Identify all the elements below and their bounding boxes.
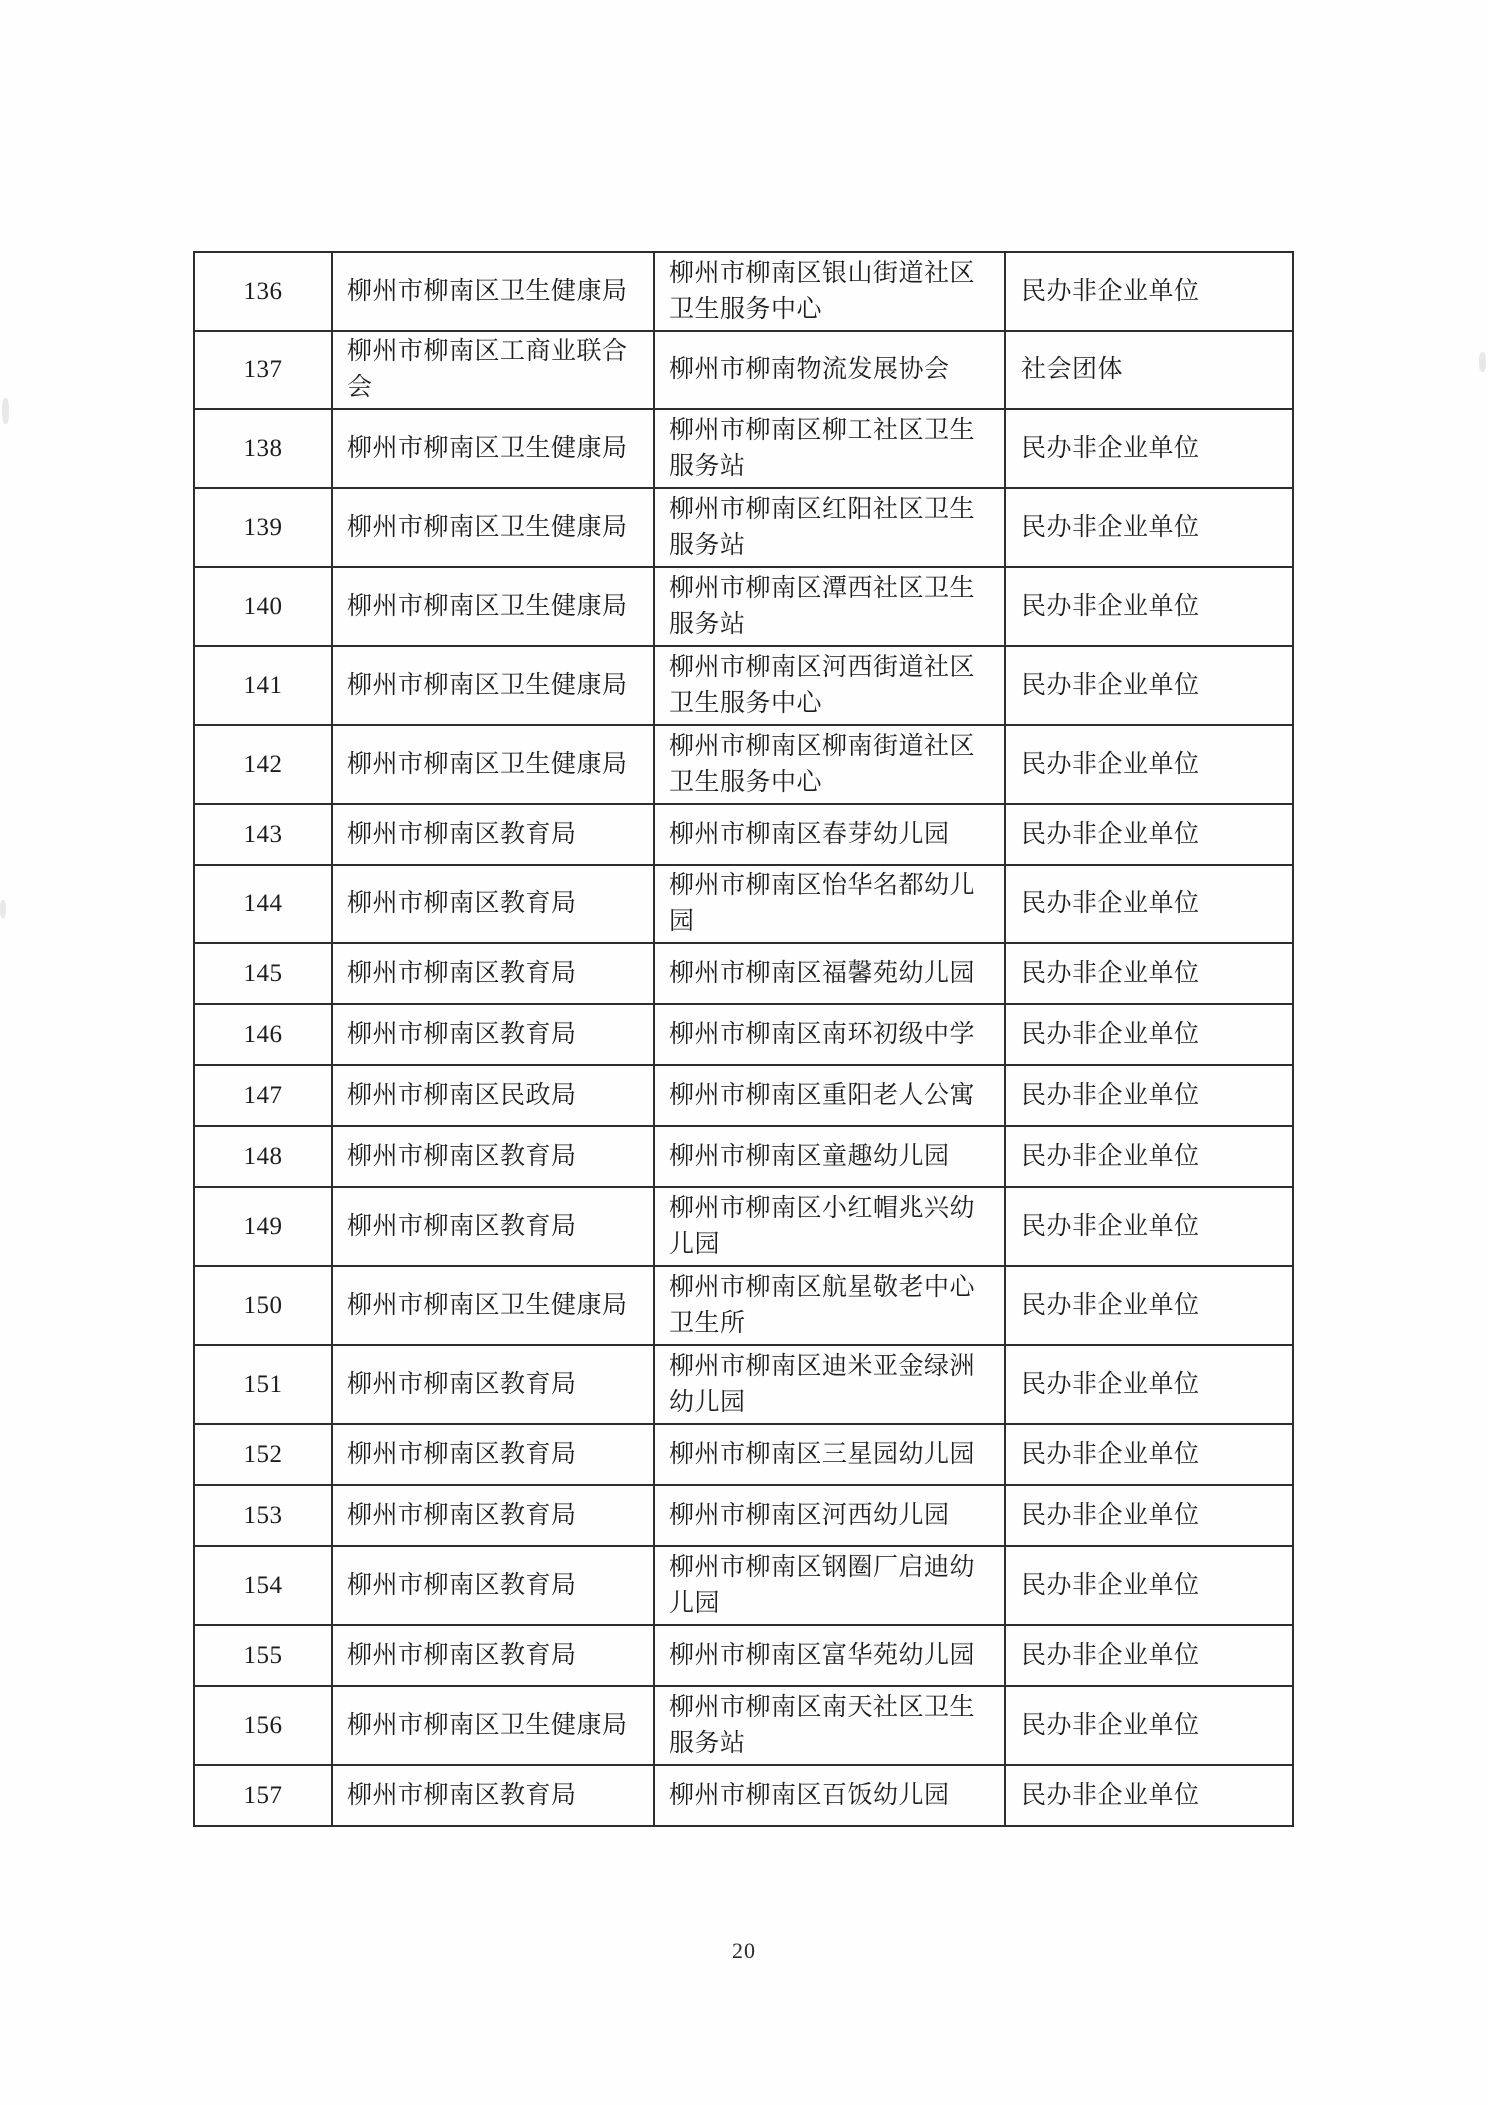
cell-seq: 151 xyxy=(194,1345,332,1424)
cell-seq: 144 xyxy=(194,865,332,943)
table-row xyxy=(194,1004,1293,1065)
cell-supervisor: 柳州市柳南区卫生健康局 xyxy=(332,567,654,646)
cell-type: 民办非企业单位 xyxy=(1005,725,1293,804)
cell-name: 柳州市柳南区潭西社区卫生服务站 xyxy=(654,567,1005,646)
cell-name: 柳州市柳南区钢圈厂启迪幼儿园 xyxy=(654,1546,1005,1625)
table-row xyxy=(194,1546,1293,1625)
cell-seq: 136 xyxy=(194,252,332,331)
cell-supervisor: 柳州市柳南区工商业联合会 xyxy=(332,331,654,409)
cell-supervisor: 柳州市柳南区教育局 xyxy=(332,865,654,943)
cell-supervisor: 柳州市柳南区卫生健康局 xyxy=(332,488,654,567)
cell-type: 民办非企业单位 xyxy=(1005,409,1293,488)
cell-name: 柳州市柳南区柳工社区卫生服务站 xyxy=(654,409,1005,488)
cell-supervisor: 柳州市柳南区教育局 xyxy=(332,1765,654,1826)
cell-type: 民办非企业单位 xyxy=(1005,252,1293,331)
cell-type: 民办非企业单位 xyxy=(1005,1686,1293,1765)
cell-seq: 140 xyxy=(194,567,332,646)
cell-name: 柳州市柳南区南天社区卫生服务站 xyxy=(654,1686,1005,1765)
table-row xyxy=(194,646,1293,725)
cell-type: 民办非企业单位 xyxy=(1005,488,1293,567)
cell-type: 社会团体 xyxy=(1005,331,1293,409)
cell-type: 民办非企业单位 xyxy=(1005,567,1293,646)
cell-name: 柳州市柳南区南环初级中学 xyxy=(654,1004,1005,1065)
scan-artifact xyxy=(1479,352,1486,372)
cell-name: 柳州市柳南物流发展协会 xyxy=(654,331,1005,409)
cell-seq: 153 xyxy=(194,1485,332,1546)
cell-supervisor: 柳州市柳南区教育局 xyxy=(332,1004,654,1065)
cell-type: 民办非企业单位 xyxy=(1005,1345,1293,1424)
cell-name: 柳州市柳南区柳南街道社区卫生服务中心 xyxy=(654,725,1005,804)
table-row xyxy=(194,1126,1293,1187)
cell-name: 柳州市柳南区河西街道社区卫生服务中心 xyxy=(654,646,1005,725)
cell-type: 民办非企业单位 xyxy=(1005,1424,1293,1485)
table-row xyxy=(194,1765,1293,1826)
cell-type: 民办非企业单位 xyxy=(1005,1625,1293,1686)
cell-supervisor: 柳州市柳南区卫生健康局 xyxy=(332,252,654,331)
cell-name: 柳州市柳南区三星园幼儿园 xyxy=(654,1424,1005,1485)
cell-seq: 145 xyxy=(194,943,332,1004)
cell-seq: 139 xyxy=(194,488,332,567)
cell-type: 民办非企业单位 xyxy=(1005,1546,1293,1625)
cell-type: 民办非企业单位 xyxy=(1005,1004,1293,1065)
page-number: 20 xyxy=(732,1938,756,1963)
cell-seq: 141 xyxy=(194,646,332,725)
cell-supervisor: 柳州市柳南区教育局 xyxy=(332,943,654,1004)
cell-supervisor: 柳州市柳南区教育局 xyxy=(332,1187,654,1266)
table-row xyxy=(194,488,1293,567)
cell-seq: 137 xyxy=(194,331,332,409)
cell-supervisor: 柳州市柳南区卫生健康局 xyxy=(332,646,654,725)
cell-type: 民办非企业单位 xyxy=(1005,646,1293,725)
table-row xyxy=(194,1485,1293,1546)
cell-name: 柳州市柳南区红阳社区卫生服务站 xyxy=(654,488,1005,567)
cell-seq: 143 xyxy=(194,804,332,865)
cell-seq: 157 xyxy=(194,1765,332,1826)
cell-name: 柳州市柳南区富华苑幼儿园 xyxy=(654,1625,1005,1686)
cell-name: 柳州市柳南区福馨苑幼儿园 xyxy=(654,943,1005,1004)
cell-supervisor: 柳州市柳南区卫生健康局 xyxy=(332,1266,654,1345)
cell-name: 柳州市柳南区童趣幼儿园 xyxy=(654,1126,1005,1187)
table-row xyxy=(194,1424,1293,1485)
cell-seq: 138 xyxy=(194,409,332,488)
cell-supervisor: 柳州市柳南区教育局 xyxy=(332,804,654,865)
scan-artifact xyxy=(0,900,6,918)
cell-name: 柳州市柳南区重阳老人公寓 xyxy=(654,1065,1005,1126)
cell-type: 民办非企业单位 xyxy=(1005,804,1293,865)
table-row xyxy=(194,1187,1293,1266)
table-row xyxy=(194,1625,1293,1686)
scan-artifact xyxy=(2,398,9,424)
table-row xyxy=(194,943,1293,1004)
table-row xyxy=(194,865,1293,943)
cell-supervisor: 柳州市柳南区教育局 xyxy=(332,1485,654,1546)
table-row xyxy=(194,804,1293,865)
cell-seq: 152 xyxy=(194,1424,332,1485)
cell-supervisor: 柳州市柳南区卫生健康局 xyxy=(332,1686,654,1765)
table-row xyxy=(194,1065,1293,1126)
table-row xyxy=(194,409,1293,488)
table-row xyxy=(194,1345,1293,1424)
cell-supervisor: 柳州市柳南区卫生健康局 xyxy=(332,725,654,804)
cell-type: 民办非企业单位 xyxy=(1005,1065,1293,1126)
cell-supervisor: 柳州市柳南区教育局 xyxy=(332,1424,654,1485)
table-row xyxy=(194,252,1293,331)
cell-seq: 155 xyxy=(194,1625,332,1686)
cell-supervisor: 柳州市柳南区教育局 xyxy=(332,1625,654,1686)
cell-name: 柳州市柳南区银山街道社区卫生服务中心 xyxy=(654,252,1005,331)
cell-seq: 146 xyxy=(194,1004,332,1065)
cell-supervisor: 柳州市柳南区教育局 xyxy=(332,1546,654,1625)
cell-supervisor: 柳州市柳南区教育局 xyxy=(332,1345,654,1424)
cell-type: 民办非企业单位 xyxy=(1005,1126,1293,1187)
cell-name: 柳州市柳南区航星敬老中心卫生所 xyxy=(654,1266,1005,1345)
cell-seq: 150 xyxy=(194,1266,332,1345)
cell-name: 柳州市柳南区百饭幼儿园 xyxy=(654,1765,1005,1826)
cell-type: 民办非企业单位 xyxy=(1005,1187,1293,1266)
cell-type: 民办非企业单位 xyxy=(1005,1266,1293,1345)
cell-seq: 148 xyxy=(194,1126,332,1187)
table-row xyxy=(194,331,1293,409)
cell-type: 民办非企业单位 xyxy=(1005,865,1293,943)
table-row xyxy=(194,1266,1293,1345)
cell-seq: 156 xyxy=(194,1686,332,1765)
cell-seq: 149 xyxy=(194,1187,332,1266)
cell-type: 民办非企业单位 xyxy=(1005,1765,1293,1826)
registration-table xyxy=(193,251,1294,1827)
table-row xyxy=(194,1686,1293,1765)
cell-seq: 142 xyxy=(194,725,332,804)
cell-supervisor: 柳州市柳南区教育局 xyxy=(332,1126,654,1187)
cell-seq: 154 xyxy=(194,1546,332,1625)
cell-name: 柳州市柳南区怡华名都幼儿园 xyxy=(654,865,1005,943)
cell-supervisor: 柳州市柳南区卫生健康局 xyxy=(332,409,654,488)
cell-name: 柳州市柳南区迪米亚金绿洲幼儿园 xyxy=(654,1345,1005,1424)
cell-supervisor: 柳州市柳南区民政局 xyxy=(332,1065,654,1126)
cell-type: 民办非企业单位 xyxy=(1005,943,1293,1004)
cell-type: 民办非企业单位 xyxy=(1005,1485,1293,1546)
table-row xyxy=(194,567,1293,646)
cell-seq: 147 xyxy=(194,1065,332,1126)
cell-name: 柳州市柳南区小红帽兆兴幼儿园 xyxy=(654,1187,1005,1266)
table-row xyxy=(194,725,1293,804)
cell-name: 柳州市柳南区河西幼儿园 xyxy=(654,1485,1005,1546)
cell-name: 柳州市柳南区春芽幼儿园 xyxy=(654,804,1005,865)
